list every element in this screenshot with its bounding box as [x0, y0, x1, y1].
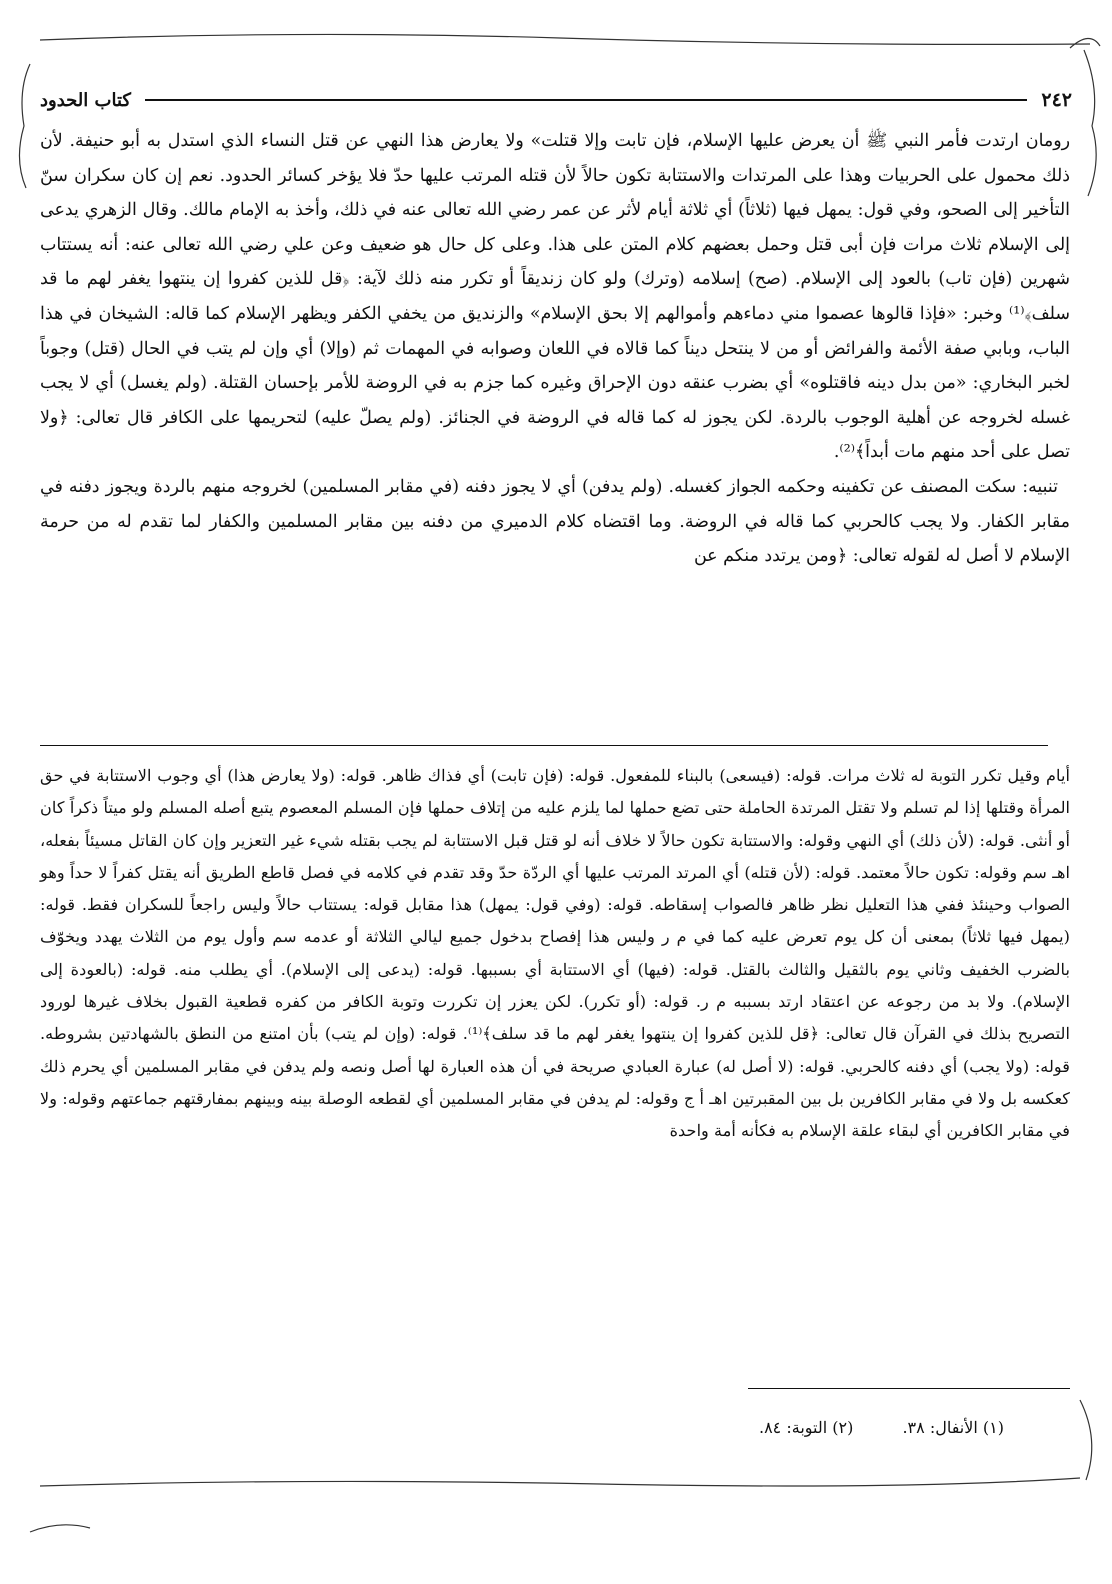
page-number: ٢٤٢	[1041, 89, 1072, 111]
running-title: كتاب الحدود	[40, 89, 131, 111]
commentary-paragraph: أيام وقيل تكرر التوبة له ثلاث مرات. قوله: (فيسعى) بالبناء للمفعول. قوله: (فإن تابت) أي فذاك ظاهر. قوله: (ولا يعارض هذا) أي وجوب الاستتابة في حق المرأة وقتلها إذا لم تسلم ولا تقتل المرتدة الحاملة حتى تضع حملها لما يلزم عليه من إتلاف حملها فإن المسلم المعصوم يتبع أصله المسلم ولو ميتاً ذكراً كان أو أنثى. قوله: (لأن ذلك) أي النهي وقوله: والاستتابة تكون حالاً لا خلاف أنه لو قتل قبل الاستتابة لم يجب بقتله شيء غير التعزير وإن كان القاتل مسيئاً بفعله، اهـ سم وقوله: تكون حالاً معتمد. قوله: (لأن قتله) أي المرتد المرتب عليها أي الردّة حدّ وقد تقدم في كلامه في فصل قاطع الطريق أنه يقتل كفراً لا حداً وهو الصواب وحينئذ ففي هذا التعليل نظر ظاهر فالصواب إسقاطه. قوله: (وفي قول: يمهل) هذا مقابل قوله: يستتاب حالاً وليس راجعاً للسكران فقط. قوله: (يمهل فيها ثلاثاً) بمعنى أن كل يوم تعرض عليه كما في م ر وليس هذا إفصاح بدخول جميع ليالي الثلاثة أو عدمه سم وأول يوم من الثلاث يهدد ويخوّف بالضرب الخفيف وثاني يوم بالثقيل والثالث بالقتل. قوله: (فيها) أي الاستتابة أي بسببها. قوله: (يدعى إلى الإسلام). أي يطلب منه. قوله: (بالعودة إلى الإسلام). ولا بد من رجوعه عن اعتقاد ارتد بسببه م ر. قوله: (أو تكرر). لكن يعزر إن تكررت وتوبة الكافر من كفره قطعية القبول بخلاف غيرها لورود التصريح بذلك في القرآن قال تعالى: ﴿قل للذين كفروا إن ينتهوا يغفر لهم ما قد سلف﴾⁽¹⁾. قوله: (وإن لم يتب) بأن امتنع من النطق بالشهادتين بشروطه. قوله: (ولا يجب) أي دفنه كالحربي. قوله: (لا أصل له) عبارة العبادي صريحة في أن هذه العبارة لها أصل ونصه ولم يدفن في مقابر المسلمين أي يحرم ذلك كعكسه بل ولا في مقابر الكافرين بل بين المقبرتين اهـ أ ج وقوله: لم يدفن في مقابر المسلمين أي لقطعه الوصلة بينه وبينهم بمفارقتهم جماعتهم وقوله: ولا في مقابر الكافرين أي لبقاء علقة الإسلام به فكأنه أمة واحدة	[40, 766, 1070, 1141]
main-paragraph: رومان ارتدت فأمر النبي ﷺ أن يعرض عليها الإسلام، فإن تابت وإلا قتلت» ولا يعارض هذا النهي عن قتل النساء الذي استدل به أبو حنيفة. لأن ذلك محمول على الحربيات وهذا على المرتدات والاستتابة تكون حالاً لأن قتله المرتب عليها حدّ فلا يؤخر كسائر الحدود. نعم إن كان سكران سنّ التأخير إلى الصحو، وفي قول: يمهل فيها (ثلاثاً) أي ثلاثة أيام لأثر عن عمر رضي الله تعالى عنه في ذلك، وأخذ به الإمام مالك. وقال الزهري يدعى إلى الإسلام ثلاث مرات فإن أبى قتل وحمل بعضهم كلام المتن على هذا. وعلى كل حال هو ضعيف وعن علي رضي الله تعالى عنه: أنه يستتاب شهرين (فإن تاب) بالعود إلى الإسلام. (صح) إسلامه (وترك) ولو كان زنديقاً أو تكرر منه ذلك لآية: ﴿قل للذين كفروا إن ينتهوا يغفر لهم ما قد سلف﴾⁽¹⁾ وخبر: «فإذا قالوها عصموا مني دماءهم وأموالهم إلا بحق الإسلام» والزنديق من يخفي الكفر ويظهر الإسلام كما قاله: الشيخان في هذا الباب، وبابي صفة الأئمة والفرائض أو من لا ينتحل ديناً كما قالاه في اللعان وصوابه في المهمات ثم (وإلا) أي وإن لم يتب في الحال (قتل) وجوباً لخبر البخاري: «من بدل دينه فاقتلوه» أي بضرب عنقه دون الإحراق وغيره كما جزم به في الروضة للأمر بإحسان القتلة. (ولم يغسل) أي لا يجب غسله لخروجه عن أهلية الوجوب بالردة. لكن يجوز له كما قاله في الروضة في الجنائز. (ولم يصلّ عليه) لتحريمها على الكافر قال تعالى: ﴿ولا تصل على أحد منهم مات أبداً﴾⁽²⁾.	[40, 131, 1070, 463]
footnotes	[715, 1418, 1004, 1437]
header-rule	[145, 99, 1027, 101]
page-header	[40, 86, 1072, 114]
commentary-separator	[40, 745, 1048, 746]
footnote-item: (١) الأنفال: ٣٨.	[902, 1418, 1004, 1437]
main-paragraph: تنبيه: سكت المصنف عن تكفينه وحكمه الجواز كغسله. (ولم يدفن) أي لا يجوز دفنه (في مقابر المسلمين) لخروجه منهم بالردة ويجوز دفنه في مقابر الكفار. ولا يجب كالحربي كما قاله في الروضة. وما اقتضاه كلام الدميري من دفنه بين مقابر المسلمين والكفار لما تقدم له من حرمة الإسلام لا أصل له لقوله تعالى: ﴿ومن يرتدد منكم عن	[40, 476, 1070, 567]
footnote-separator	[748, 1388, 1070, 1389]
footnote-item: (٢) التوبة: ٨٤.	[758, 1418, 854, 1437]
main-text	[40, 124, 1070, 574]
commentary-text	[40, 760, 1070, 1148]
